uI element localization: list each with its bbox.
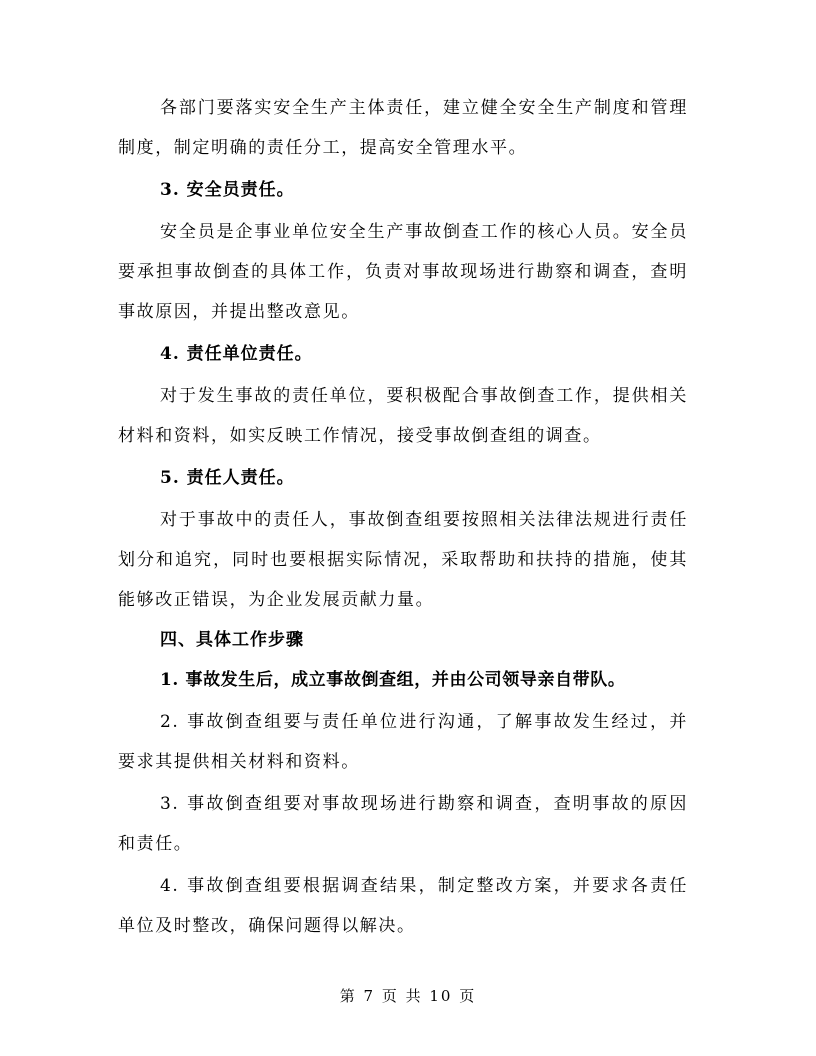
step-4: 4. 事故倒查组要根据调查结果，制定整改方案，并要求各责任单位及时整改，确保问题得以解决。 bbox=[118, 876, 688, 936]
paragraph-safety-officer: 安全员是企事业单位安全生产事故倒查工作的核心人员。安全员要承担事故倒查的具体工作，负责对事故现场进行勘察和调查，查明事故原因，并提出整改意见。 bbox=[118, 222, 688, 322]
paragraph-department-responsibility: 各部门要落实安全生产主体责任，建立健全安全生产制度和管理制度，制定明确的责任分工，提高安全管理水平。 bbox=[118, 98, 688, 158]
step-3: 3. 事故倒查组要对事故现场进行勘察和调查，查明事故的原因和责任。 bbox=[118, 794, 688, 854]
paragraph-responsible-person: 对于事故中的责任人，事故倒查组要按照相关法律法规进行责任划分和追究，同时也要根据实际情况，采取帮助和扶持的措施，使其能够改正错误，为企业发展贡献力量。 bbox=[118, 510, 688, 610]
step-2: 2. 事故倒查组要与责任单位进行沟通，了解事故发生经过，并要求其提供相关材料和资料。 bbox=[118, 712, 688, 772]
heading-responsible-person: 5. 责任人责任。 bbox=[160, 468, 295, 488]
heading-work-steps: 四、具体工作步骤 bbox=[160, 630, 304, 650]
heading-responsible-unit: 4. 责任单位责任。 bbox=[160, 344, 313, 364]
step-1: 1. 事故发生后，成立事故倒查组，并由公司领导亲自带队。 bbox=[160, 670, 626, 690]
paragraph-responsible-unit: 对于发生事故的责任单位，要积极配合事故倒查工作，提供相关材料和资料，如实反映工作情况，接受事故倒查组的调查。 bbox=[118, 386, 688, 446]
page-number-footer: 第 7 页 共 10 页 bbox=[339, 987, 477, 1005]
heading-safety-officer: 3. 安全员责任。 bbox=[160, 180, 295, 200]
